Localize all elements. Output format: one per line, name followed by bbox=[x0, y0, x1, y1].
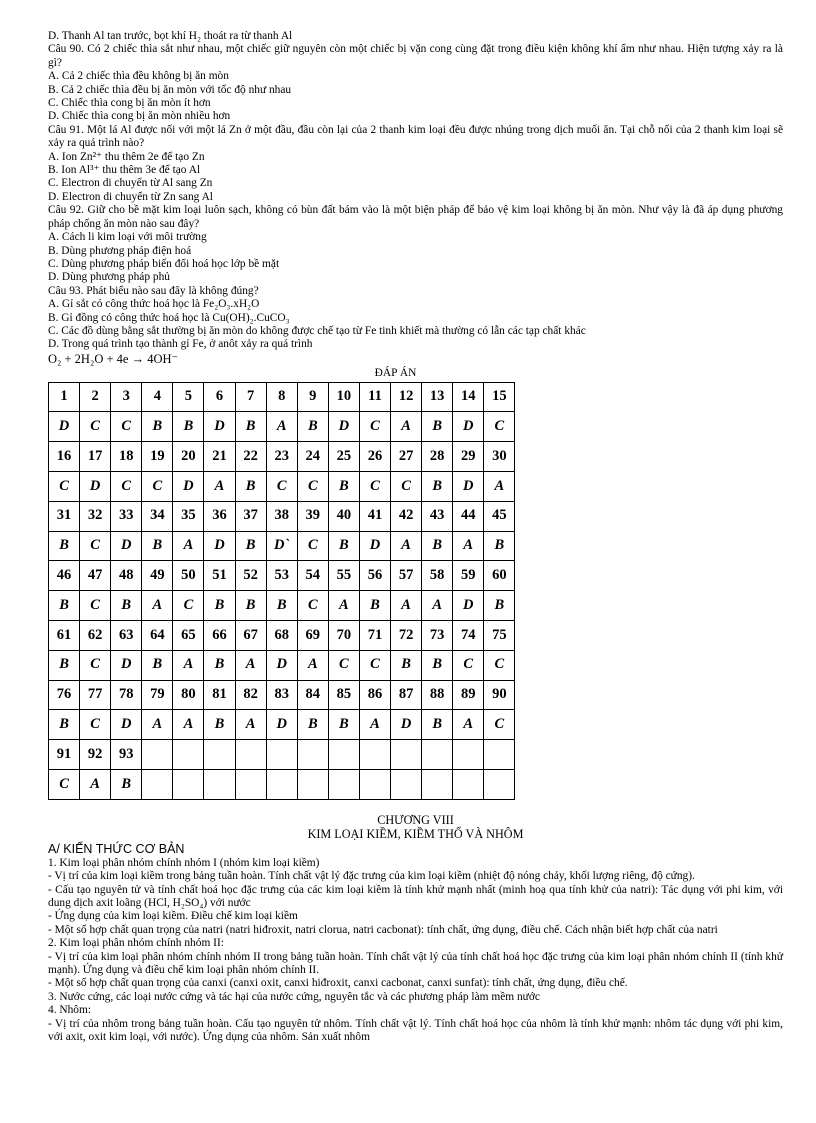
answer-cell: A bbox=[391, 591, 422, 621]
question-number-cell: 89 bbox=[453, 680, 484, 710]
paragraph: - Cấu tạo nguyên tử và tính chất hoá học đặc trưng của các kim loại kiềm là tính khử mạnh nhất (minh hoạ qua tính khử của natri): Tác dụng với phi kim, với dung dịch axit loãng (HCl, H₂SO₄) với nước bbox=[48, 883, 783, 909]
paragraph: 2. Kim loại phân nhóm chính nhóm II: bbox=[48, 937, 224, 950]
question-number-cell: 64 bbox=[142, 620, 173, 650]
question-number-cell: 44 bbox=[453, 501, 484, 531]
question-number-cell: 56 bbox=[359, 561, 390, 591]
answer-cell: B bbox=[204, 650, 235, 680]
option: D. Dùng phương pháp phủ bbox=[48, 271, 170, 284]
question-number-cell: 19 bbox=[142, 442, 173, 472]
question-number-cell bbox=[484, 740, 515, 770]
answer-cell: A bbox=[359, 710, 390, 740]
answer-cell: A bbox=[391, 412, 422, 442]
answer-cell: C bbox=[297, 591, 328, 621]
answer-cell bbox=[391, 769, 422, 799]
option: B. Cả 2 chiếc thìa đều bị ăn mòn với tốc độ như nhau bbox=[48, 83, 292, 96]
answer-cell: B bbox=[484, 591, 515, 621]
question-number-row bbox=[49, 680, 515, 710]
answer-cell: C bbox=[80, 650, 111, 680]
question-number-cell: 7 bbox=[235, 382, 266, 412]
question-number-cell bbox=[142, 740, 173, 770]
answer-cell: D bbox=[266, 710, 297, 740]
question-number-cell: 39 bbox=[297, 501, 328, 531]
question-number-cell: 10 bbox=[328, 382, 359, 412]
answer-letter-row bbox=[49, 471, 515, 501]
question-number-cell: 69 bbox=[297, 620, 328, 650]
answer-cell: D bbox=[359, 531, 390, 561]
answer-cell bbox=[484, 769, 515, 799]
question-number-cell: 88 bbox=[422, 680, 453, 710]
answer-cell: D bbox=[111, 710, 142, 740]
question-number-cell: 86 bbox=[359, 680, 390, 710]
answer-cell: B bbox=[391, 650, 422, 680]
question-number-cell: 62 bbox=[80, 620, 111, 650]
question-number-cell: 16 bbox=[49, 442, 80, 472]
question-stem: Câu 93. Phát biểu nào sau đây là không đúng? bbox=[48, 284, 259, 297]
answer-letter-row bbox=[49, 650, 515, 680]
answer-cell: B bbox=[204, 710, 235, 740]
question-stem: Câu 90. Có 2 chiếc thìa sắt như nhau, một chiếc giữ nguyên còn một chiếc bị vặn cong cùng đặt trong điều kiện không khí ẩm như nhau. Hiện tượng xảy ra là gì? bbox=[48, 43, 783, 69]
chapter-number: CHƯƠNG VIII bbox=[377, 812, 454, 827]
option: A. Cách li kim loại với môi trường bbox=[48, 231, 207, 244]
question-number-cell: 50 bbox=[173, 561, 204, 591]
question-number-cell: 32 bbox=[80, 501, 111, 531]
question-number-cell: 82 bbox=[235, 680, 266, 710]
answer-cell: A bbox=[266, 412, 297, 442]
question-89-option-d: D. Thanh Al tan trước, bọt khí H₂ thoát ra từ thanh Al bbox=[48, 30, 293, 42]
paragraph: 1. Kim loại phân nhóm chính nhóm I (nhóm kim loại kiềm) bbox=[48, 856, 320, 869]
question-number-cell bbox=[453, 740, 484, 770]
question-number-cell: 55 bbox=[328, 561, 359, 591]
answer-cell: C bbox=[80, 531, 111, 561]
question-number-cell: 8 bbox=[266, 382, 297, 412]
answer-cell: C bbox=[49, 769, 80, 799]
question-number-cell: 61 bbox=[49, 620, 80, 650]
answer-cell: B bbox=[235, 531, 266, 561]
answer-key-title: ĐÁP ÁN bbox=[374, 367, 417, 380]
question-number-cell: 72 bbox=[391, 620, 422, 650]
answer-cell: D bbox=[111, 531, 142, 561]
question-number-cell: 63 bbox=[111, 620, 142, 650]
question-number-row bbox=[49, 382, 515, 412]
answer-cell bbox=[173, 769, 204, 799]
question-number-cell: 26 bbox=[359, 442, 390, 472]
question-number-cell: 6 bbox=[204, 382, 235, 412]
paragraph: - Vị trí của kim loại phân nhóm chính nhóm II trong bảng tuần hoàn. Tính chất vật lý của tính chất hoá học đặc trưng của kim loại phân nhóm chính II (tính khử mạnh). Ứng dụng và điều chế kim loại phân nhóm chính II. bbox=[48, 950, 783, 976]
answer-cell bbox=[453, 769, 484, 799]
answer-cell: A bbox=[80, 769, 111, 799]
answer-cell: A bbox=[297, 650, 328, 680]
question-number-cell: 11 bbox=[359, 382, 390, 412]
question-number-cell: 59 bbox=[453, 561, 484, 591]
answer-cell: C bbox=[80, 591, 111, 621]
paragraph: - Vị trí của nhôm trong bảng tuần hoàn. Cấu tạo nguyên tử nhôm. Tính chất vật lý. Tính chất hoá học của nhôm là tính khử mạnh: nhôm tác dụng với phi kim, với axit, oxit kim loại, với nước). Ứng dụng của nhôm. Sản xuất nhôm bbox=[48, 1017, 783, 1043]
paragraph: 3. Nước cứng, các loại nước cứng và tác hại của nước cứng, nguyên tắc và các phương pháp làm mềm nước bbox=[48, 990, 540, 1003]
answer-cell: A bbox=[453, 531, 484, 561]
paragraph: - Một số hợp chất quan trọng của natri (natri hiđroxit, natri clorua, natri cacbonat): tính chất, ứng dụng, điều chế. Cách nhận biết hợp chất của natri bbox=[48, 923, 718, 936]
answer-cell: B bbox=[173, 412, 204, 442]
question-number-row bbox=[49, 620, 515, 650]
question-number-cell: 58 bbox=[422, 561, 453, 591]
answer-cell: C bbox=[391, 471, 422, 501]
question-number-cell: 54 bbox=[297, 561, 328, 591]
option: D. Electron di chuyển từ Zn sang Al bbox=[48, 190, 213, 203]
answer-cell: D bbox=[453, 412, 484, 442]
question-90 bbox=[48, 43, 783, 123]
answer-cell: B bbox=[422, 471, 453, 501]
option: B. Dùng phương pháp điện hoá bbox=[48, 244, 192, 257]
answer-cell: C bbox=[80, 412, 111, 442]
question-number-cell: 73 bbox=[422, 620, 453, 650]
paragraph: - Vị trí của kim loại kiềm trong bảng tuần hoàn. Tính chất vật lý đặc trưng của kim loại kiềm (nhiệt độ nóng chảy, khối lượng riêng, độ cứng). bbox=[48, 870, 695, 883]
question-number-cell: 35 bbox=[173, 501, 204, 531]
answer-cell: C bbox=[173, 591, 204, 621]
question-number-cell: 27 bbox=[391, 442, 422, 472]
question-number-cell: 28 bbox=[422, 442, 453, 472]
question-number-row bbox=[49, 501, 515, 531]
question-number-cell: 80 bbox=[173, 680, 204, 710]
question-number-cell: 66 bbox=[204, 620, 235, 650]
question-number-cell: 67 bbox=[235, 620, 266, 650]
document-page bbox=[48, 30, 783, 1044]
question-number-cell: 45 bbox=[484, 501, 515, 531]
question-number-cell: 60 bbox=[484, 561, 515, 591]
question-number-cell bbox=[173, 740, 204, 770]
question-number-cell: 84 bbox=[297, 680, 328, 710]
question-number-cell: 34 bbox=[142, 501, 173, 531]
question-number-cell: 87 bbox=[391, 680, 422, 710]
question-number-cell bbox=[204, 740, 235, 770]
answer-cell: D bbox=[266, 650, 297, 680]
option: A. Gỉ sắt có công thức hoá học là Fe₂O₃.xH₂O bbox=[48, 298, 260, 311]
question-number-cell bbox=[297, 740, 328, 770]
reaction-formula: O₂ + 2H₂O + 4e → 4OH⁻ bbox=[48, 351, 179, 366]
paragraph: - Ứng dụng của kim loại kiềm. Điều chế kim loại kiềm bbox=[48, 910, 298, 923]
question-number-cell: 1 bbox=[49, 382, 80, 412]
question-number-cell: 76 bbox=[49, 680, 80, 710]
answer-letter-row bbox=[49, 412, 515, 442]
question-number-cell: 3 bbox=[111, 382, 142, 412]
answer-cell: B bbox=[297, 710, 328, 740]
answer-cell: B bbox=[422, 412, 453, 442]
answer-cell: A bbox=[173, 650, 204, 680]
section-a-content bbox=[48, 857, 783, 1045]
question-number-cell bbox=[422, 740, 453, 770]
question-number-cell: 2 bbox=[80, 382, 111, 412]
question-number-cell: 53 bbox=[266, 561, 297, 591]
paragraph: 4. Nhôm: bbox=[48, 1004, 92, 1017]
answer-cell: B bbox=[49, 710, 80, 740]
question-number-cell: 65 bbox=[173, 620, 204, 650]
answer-cell: B bbox=[49, 531, 80, 561]
question-number-cell: 49 bbox=[142, 561, 173, 591]
answer-cell: C bbox=[80, 710, 111, 740]
question-number-cell: 22 bbox=[235, 442, 266, 472]
answer-cell: C bbox=[359, 650, 390, 680]
question-92 bbox=[48, 204, 783, 284]
answer-cell: D bbox=[391, 710, 422, 740]
question-number-cell: 13 bbox=[422, 382, 453, 412]
question-number-cell: 90 bbox=[484, 680, 515, 710]
answer-cell bbox=[359, 769, 390, 799]
chapter-title: KIM LOẠI KIỀM, KIỀM THỔ VÀ NHÔM bbox=[307, 826, 524, 841]
answer-cell bbox=[142, 769, 173, 799]
answer-cell: D bbox=[49, 412, 80, 442]
option: D. Trong quá trình tạo thành gỉ Fe, ở anôt xảy ra quá trình bbox=[48, 338, 313, 351]
question-number-cell: 23 bbox=[266, 442, 297, 472]
question-number-cell: 46 bbox=[49, 561, 80, 591]
question-number-cell: 92 bbox=[80, 740, 111, 770]
answer-cell: B bbox=[142, 412, 173, 442]
question-number-cell: 14 bbox=[453, 382, 484, 412]
section-heading: A/ KIẾN THỨC CƠ BẢN bbox=[48, 841, 185, 856]
option: C. Dùng phương pháp biến đổi hoá học lớp bề mặt bbox=[48, 257, 280, 270]
question-number-cell: 40 bbox=[328, 501, 359, 531]
answer-cell: A bbox=[235, 650, 266, 680]
answer-cell: C bbox=[328, 650, 359, 680]
answer-cell bbox=[204, 769, 235, 799]
option: B. Gỉ đồng có công thức hoá học là Cu(OH)₂.CuCO₃ bbox=[48, 311, 290, 324]
question-number-cell: 18 bbox=[111, 442, 142, 472]
paragraph: - Một số hợp chất quan trọng của canxi (canxi oxit, canxi hiđroxit, canxi cacbonat, canxi sunfat): tính chất, ứng dụng, điều chế. bbox=[48, 977, 628, 990]
question-number-row bbox=[49, 442, 515, 472]
option: A. Cả 2 chiếc thìa đều không bị ăn mòn bbox=[48, 70, 229, 83]
answer-cell: B bbox=[142, 531, 173, 561]
answer-cell: C bbox=[266, 471, 297, 501]
answer-cell: B bbox=[266, 591, 297, 621]
question-number-cell: 12 bbox=[391, 382, 422, 412]
question-number-cell: 75 bbox=[484, 620, 515, 650]
answer-cell: B bbox=[235, 412, 266, 442]
question-number-cell: 70 bbox=[328, 620, 359, 650]
answer-cell: C bbox=[453, 650, 484, 680]
answer-cell: B bbox=[422, 531, 453, 561]
answer-cell: C bbox=[297, 471, 328, 501]
answer-cell: B bbox=[328, 710, 359, 740]
question-number-cell: 37 bbox=[235, 501, 266, 531]
question-number-cell: 29 bbox=[453, 442, 484, 472]
answer-cell bbox=[297, 769, 328, 799]
answer-cell: D bbox=[204, 531, 235, 561]
answer-cell: A bbox=[173, 710, 204, 740]
answer-cell: A bbox=[142, 710, 173, 740]
question-number-row bbox=[49, 561, 515, 591]
answer-cell: D bbox=[173, 471, 204, 501]
answer-cell: C bbox=[484, 710, 515, 740]
question-number-cell: 4 bbox=[142, 382, 173, 412]
question-number-cell: 47 bbox=[80, 561, 111, 591]
answer-cell: C bbox=[359, 471, 390, 501]
question-number-cell: 9 bbox=[297, 382, 328, 412]
question-number-row bbox=[49, 740, 515, 770]
answer-cell: B bbox=[204, 591, 235, 621]
answer-cell: C bbox=[142, 471, 173, 501]
answer-letter-row bbox=[49, 531, 515, 561]
answer-cell bbox=[422, 769, 453, 799]
question-number-cell: 71 bbox=[359, 620, 390, 650]
answer-cell: A bbox=[204, 471, 235, 501]
question-number-cell: 33 bbox=[111, 501, 142, 531]
question-number-cell: 21 bbox=[204, 442, 235, 472]
answer-cell: B bbox=[422, 710, 453, 740]
answer-letter-row bbox=[49, 591, 515, 621]
option: B. Ion Al³⁺ thu thêm 3e để tạo Al bbox=[48, 164, 201, 177]
question-number-cell: 48 bbox=[111, 561, 142, 591]
chapter-header bbox=[48, 813, 783, 841]
answer-cell: C bbox=[484, 650, 515, 680]
question-93 bbox=[48, 285, 783, 352]
answer-cell: B bbox=[484, 531, 515, 561]
answer-cell: C bbox=[49, 471, 80, 501]
question-number-cell bbox=[328, 740, 359, 770]
answer-cell: A bbox=[391, 531, 422, 561]
answer-cell: B bbox=[235, 471, 266, 501]
question-number-cell: 30 bbox=[484, 442, 515, 472]
question-number-cell bbox=[235, 740, 266, 770]
question-number-cell: 17 bbox=[80, 442, 111, 472]
question-number-cell bbox=[266, 740, 297, 770]
answer-cell: D bbox=[453, 591, 484, 621]
answer-cell: A bbox=[453, 710, 484, 740]
answer-cell: A bbox=[173, 531, 204, 561]
question-number-cell: 74 bbox=[453, 620, 484, 650]
answer-letter-row bbox=[49, 769, 515, 799]
answer-cell: A bbox=[484, 471, 515, 501]
answer-cell: D bbox=[453, 471, 484, 501]
question-91 bbox=[48, 124, 783, 204]
question-number-cell: 79 bbox=[142, 680, 173, 710]
question-number-cell bbox=[391, 740, 422, 770]
answer-cell: C bbox=[111, 471, 142, 501]
answer-cell: B bbox=[297, 412, 328, 442]
question-number-cell: 25 bbox=[328, 442, 359, 472]
answer-cell: D bbox=[80, 471, 111, 501]
answer-cell: D bbox=[111, 650, 142, 680]
question-number-cell: 38 bbox=[266, 501, 297, 531]
question-number-cell: 52 bbox=[235, 561, 266, 591]
answer-cell: B bbox=[422, 650, 453, 680]
answer-cell: C bbox=[484, 412, 515, 442]
question-number-cell: 91 bbox=[49, 740, 80, 770]
question-number-cell: 68 bbox=[266, 620, 297, 650]
question-number-cell: 20 bbox=[173, 442, 204, 472]
question-number-cell: 5 bbox=[173, 382, 204, 412]
question-number-cell: 42 bbox=[391, 501, 422, 531]
answer-cell: D bbox=[204, 412, 235, 442]
option: D. Chiếc thìa cong bị ăn mòn nhiều hơn bbox=[48, 110, 231, 123]
answer-cell: B bbox=[49, 591, 80, 621]
answer-cell: A bbox=[235, 710, 266, 740]
answer-cell: D bbox=[328, 412, 359, 442]
option: C. Các đồ dùng bằng sắt thường bị ăn mòn do không được chế tạo từ Fe tinh khiết mà thường có lẫn các tạp chất khác bbox=[48, 324, 586, 337]
answer-cell: A bbox=[422, 591, 453, 621]
answer-cell: D` bbox=[266, 531, 297, 561]
question-number-cell: 31 bbox=[49, 501, 80, 531]
option: C. Electron di chuyển từ Al sang Zn bbox=[48, 177, 213, 190]
question-number-cell: 78 bbox=[111, 680, 142, 710]
answer-cell bbox=[266, 769, 297, 799]
answer-cell: B bbox=[328, 531, 359, 561]
question-number-cell: 81 bbox=[204, 680, 235, 710]
answer-cell: B bbox=[111, 769, 142, 799]
answer-cell: B bbox=[235, 591, 266, 621]
answer-cell: C bbox=[111, 412, 142, 442]
answer-cell: A bbox=[328, 591, 359, 621]
question-number-cell bbox=[359, 740, 390, 770]
question-number-cell: 41 bbox=[359, 501, 390, 531]
option: C. Chiếc thìa cong bị ăn mòn ít hơn bbox=[48, 97, 211, 110]
answer-letter-row bbox=[49, 710, 515, 740]
answer-cell bbox=[235, 769, 266, 799]
answer-cell: B bbox=[142, 650, 173, 680]
question-number-cell: 24 bbox=[297, 442, 328, 472]
question-stem: Câu 91. Một lá Al được nối với một lá Zn ở một đầu, đầu còn lại của 2 thanh kim loại đều được nhúng trong dịch muối ăn. Tại chỗ nối của 2 thanh kim loại sẽ xảy ra quá trình nào? bbox=[48, 123, 783, 150]
question-number-cell: 85 bbox=[328, 680, 359, 710]
question-number-cell: 57 bbox=[391, 561, 422, 591]
answer-cell: C bbox=[359, 412, 390, 442]
answer-cell: B bbox=[49, 650, 80, 680]
question-number-cell: 43 bbox=[422, 501, 453, 531]
question-number-cell: 51 bbox=[204, 561, 235, 591]
answer-cell: A bbox=[142, 591, 173, 621]
answer-cell bbox=[328, 769, 359, 799]
answer-cell: B bbox=[111, 591, 142, 621]
question-number-cell: 15 bbox=[484, 382, 515, 412]
question-number-cell: 77 bbox=[80, 680, 111, 710]
answer-cell: B bbox=[359, 591, 390, 621]
answer-cell: B bbox=[328, 471, 359, 501]
question-number-cell: 83 bbox=[266, 680, 297, 710]
answer-cell: C bbox=[297, 531, 328, 561]
question-number-cell: 36 bbox=[204, 501, 235, 531]
option: A. Ion Zn²⁺ thu thêm 2e để tạo Zn bbox=[48, 150, 205, 163]
answer-key-table bbox=[48, 382, 515, 800]
question-number-cell: 93 bbox=[111, 740, 142, 770]
question-stem: Câu 92. Giữ cho bề mặt kim loại luôn sạch, không có bùn đất bám vào là một biện pháp để bảo vệ kim loại không bị ăn mòn. Như vậy là đã áp dụng phương pháp chống ăn mòn nào sau đây? bbox=[48, 204, 783, 230]
